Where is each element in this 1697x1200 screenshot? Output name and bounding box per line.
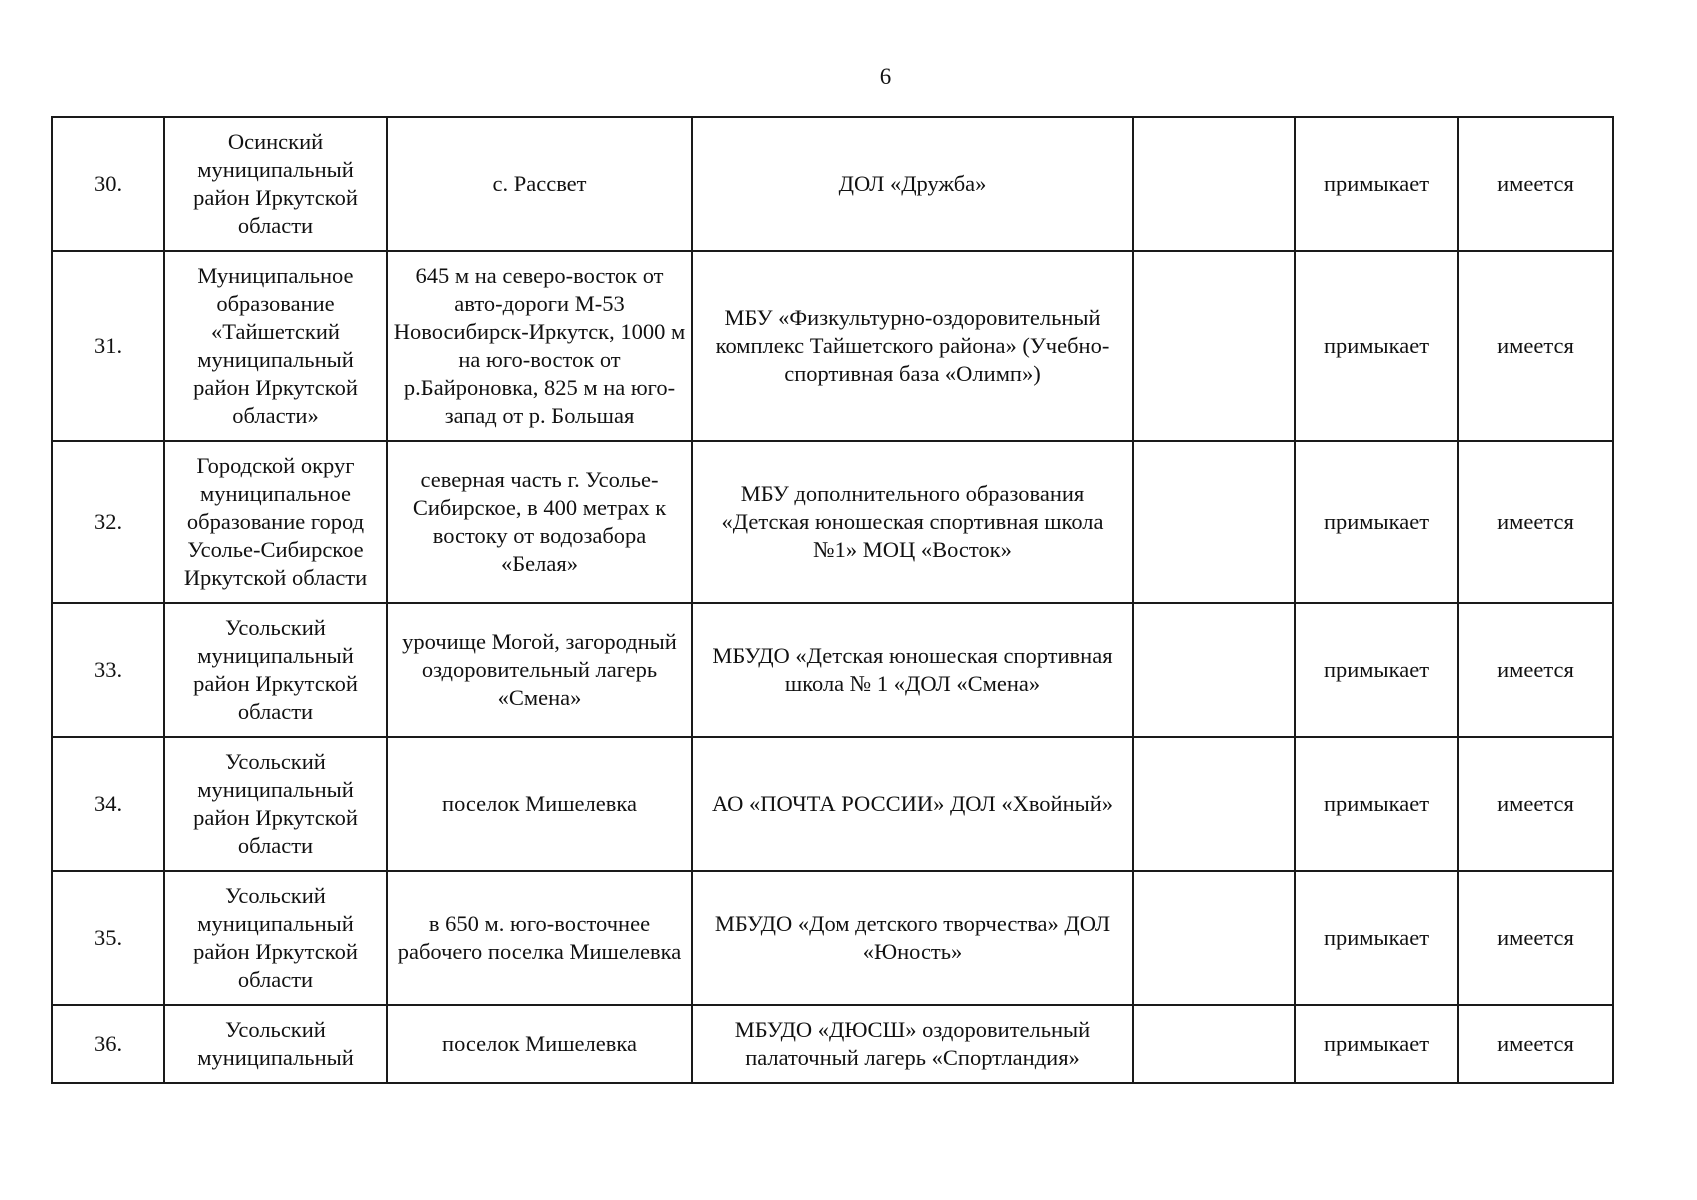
municipality-cell: Усольский муниципальный	[164, 1005, 387, 1083]
adjacency-cell: примыкает	[1295, 737, 1458, 871]
row-number: 33.	[52, 603, 164, 737]
table-row	[52, 251, 1613, 441]
table-row	[52, 441, 1613, 603]
empty-cell	[1133, 117, 1295, 251]
location-cell: урочище Могой, загородный оздоровительный лагерь «Смена»	[387, 603, 692, 737]
table-row	[52, 1005, 1613, 1083]
adjacency-cell: примыкает	[1295, 117, 1458, 251]
row-number: 35.	[52, 871, 164, 1005]
organization-cell: ДОЛ «Дружба»	[692, 117, 1133, 251]
organization-cell: МБУДО «Дом детского творчества» ДОЛ «Юность»	[692, 871, 1133, 1005]
organization-cell: МБУ дополнительного образования «Детская юношеская спортивная школа №1» МОЦ «Восток»	[692, 441, 1133, 603]
availability-cell: имеется	[1458, 603, 1613, 737]
municipality-cell: Усольский муниципальный район Иркутской области	[164, 737, 387, 871]
empty-cell	[1133, 737, 1295, 871]
adjacency-cell: примыкает	[1295, 1005, 1458, 1083]
availability-cell: имеется	[1458, 117, 1613, 251]
adjacency-cell: примыкает	[1295, 603, 1458, 737]
page-number: 6	[879, 64, 892, 89]
location-cell: северная часть г. Усолье-Сибирское, в 400 метрах к востоку от водозабора «Белая»	[387, 441, 692, 603]
location-cell	[387, 251, 692, 441]
location-cell: в 650 м. юго-восточнее рабочего поселка Мишелевка	[387, 871, 692, 1005]
municipality-cell: Осинский муниципальный район Иркутской области	[164, 117, 387, 251]
empty-cell	[1133, 441, 1295, 603]
municipality-cell: Усольский муниципальный район Иркутской области	[164, 603, 387, 737]
table-row	[52, 117, 1613, 251]
municipality-cell: Усольский муниципальный район Иркутской области	[164, 871, 387, 1005]
location-cell: с. Рассвет	[387, 117, 692, 251]
table-row	[52, 737, 1613, 871]
availability-cell: имеется	[1458, 871, 1613, 1005]
row-number: 30.	[52, 117, 164, 251]
municipality-cell: Городской округ муниципальное образование город Усолье-Сибирское Иркутской области	[164, 441, 387, 603]
facilities-table	[51, 116, 1614, 1084]
adjacency-cell: примыкает	[1295, 441, 1458, 603]
table-row	[52, 871, 1613, 1005]
availability-cell: имеется	[1458, 737, 1613, 871]
location-cell: поселок Мишелевка	[387, 737, 692, 871]
empty-cell	[1133, 1005, 1295, 1083]
empty-cell	[1133, 871, 1295, 1005]
table-row	[52, 603, 1613, 737]
adjacency-cell: примыкает	[1295, 251, 1458, 441]
location-text: 645 м на северо-восток от авто-дороги М-53 Новосибирск-Иркутск, 1000 м на юго-восток от р.Байроновка, 825 м на юго-запад от р. Большая	[393, 263, 686, 428]
row-number: 31.	[52, 251, 164, 441]
organization-cell: АО «ПОЧТА РОССИИ» ДОЛ «Хвойный»	[692, 737, 1133, 871]
organization-cell: МБУДО «Детская юношеская спортивная школа № 1 «ДОЛ «Смена»	[692, 603, 1133, 737]
row-number: 32.	[52, 441, 164, 603]
availability-cell: имеется	[1458, 441, 1613, 603]
empty-cell	[1133, 603, 1295, 737]
organization-cell: МБУДО «ДЮСШ» оздоровительный палаточный лагерь «Спортландия»	[692, 1005, 1133, 1083]
location-cell: поселок Мишелевка	[387, 1005, 692, 1083]
adjacency-cell: примыкает	[1295, 871, 1458, 1005]
row-number: 34.	[52, 737, 164, 871]
availability-cell: имеется	[1458, 1005, 1613, 1083]
availability-cell: имеется	[1458, 251, 1613, 441]
row-number: 36.	[52, 1005, 164, 1083]
municipality-cell: Муниципальное образование «Тайшетский муниципальный район Иркутской области»	[164, 251, 387, 441]
organization-cell: МБУ «Физкультурно-оздоровительный комплекс Тайшетского района» (Учебно-спортивная база «Олимп»)	[692, 251, 1133, 441]
empty-cell	[1133, 251, 1295, 441]
